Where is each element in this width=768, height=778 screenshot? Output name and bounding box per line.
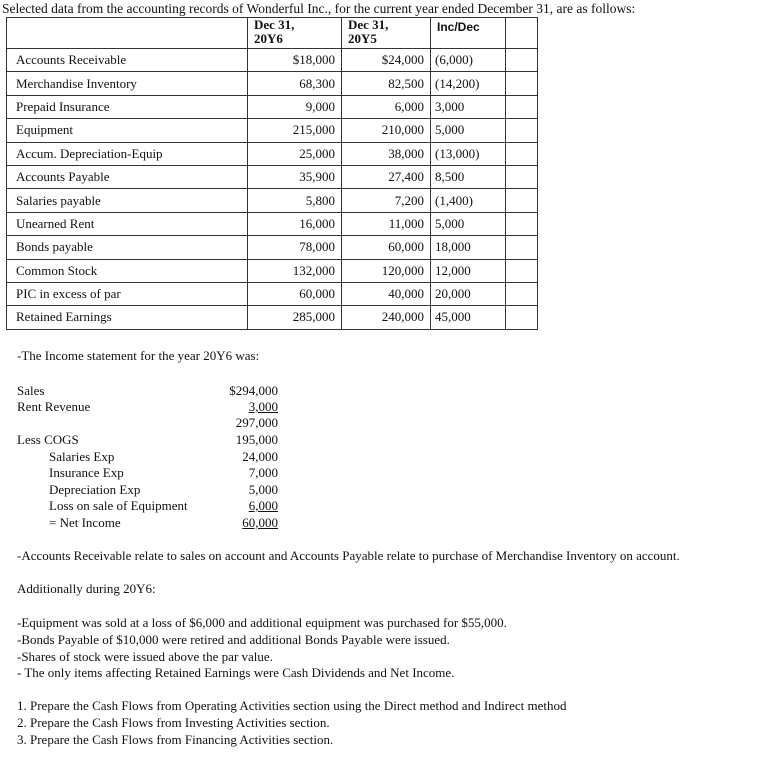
ar-ap-note: -Accounts Receivable relate to sales on account and Accounts Payable relate to purchase of Merchandise Inventory on account.: [17, 548, 680, 563]
blank-cell: [506, 72, 538, 95]
account-cell: Merchandise Inventory: [7, 72, 248, 95]
y5-cell: 210,000: [342, 119, 431, 142]
change-cell: 18,000: [431, 236, 506, 259]
change-cell: (14,200): [431, 72, 506, 95]
net-income-label: = Net Income: [49, 515, 121, 530]
insurance-exp-value: 7,000: [248, 465, 278, 480]
table-row: [7, 95, 538, 118]
y5-cell: 11,000: [342, 212, 431, 235]
table-row: [7, 212, 538, 235]
rent-revenue-label: Rent Revenue: [17, 399, 91, 414]
table-row: [7, 72, 538, 95]
table-header-row: [7, 18, 538, 49]
income-statement-heading: -The Income statement for the year 20Y6 was:: [17, 348, 260, 363]
y6-cell: 9,000: [248, 95, 342, 118]
y6-cell: 285,000: [248, 306, 342, 329]
y6-cell: 25,000: [248, 142, 342, 165]
note-equipment: -Equipment was sold at a loss of $6,000 and additional equipment was purchased for $55,000.: [17, 615, 507, 630]
change-cell: 5,000: [431, 212, 506, 235]
table-row: [7, 165, 538, 188]
account-cell: Bonds payable: [7, 236, 248, 259]
total-revenue-value: 297,000: [235, 415, 278, 430]
y6-cell: 16,000: [248, 212, 342, 235]
account-cell: Salaries payable: [7, 189, 248, 212]
blank-cell: [506, 95, 538, 118]
loss-on-sale-value: 6,000: [248, 498, 278, 513]
additionally-heading: Additionally during 20Y6:: [17, 581, 156, 596]
table-row: [7, 236, 538, 259]
intro-text: Selected data from the accounting records of Wonderful Inc., for the current year ended December 31, are as follows:: [2, 1, 636, 16]
salaries-exp-value: 24,000: [242, 449, 278, 464]
y5-cell: 240,000: [342, 306, 431, 329]
table-row: [7, 306, 538, 329]
y5-cell: 60,000: [342, 236, 431, 259]
account-cell: Accounts Payable: [7, 165, 248, 188]
blank-cell: [506, 165, 538, 188]
blank-cell: [506, 306, 538, 329]
task-investing: 2. Prepare the Cash Flows from Investing Activities section.: [17, 715, 330, 730]
change-cell: 3,000: [431, 95, 506, 118]
cogs-value: 195,000: [235, 432, 278, 447]
change-cell: 12,000: [431, 259, 506, 282]
y5-cell: 120,000: [342, 259, 431, 282]
header-account: [7, 18, 248, 49]
depreciation-exp-value: 5,000: [248, 482, 278, 497]
y6-cell: 132,000: [248, 259, 342, 282]
y6-cell: 60,000: [248, 282, 342, 305]
account-cell: Unearned Rent: [7, 212, 248, 235]
table-row: [7, 142, 538, 165]
y6-cell: 68,300: [248, 72, 342, 95]
account-cell: PIC in excess of par: [7, 282, 248, 305]
blank-cell: [506, 259, 538, 282]
header-blank: [506, 18, 538, 49]
y6-cell: 35,900: [248, 165, 342, 188]
account-cell: Retained Earnings: [7, 306, 248, 329]
y5-cell: 6,000: [342, 95, 431, 118]
account-cell: Accounts Receivable: [7, 49, 248, 72]
blank-cell: [506, 212, 538, 235]
table-row: [7, 49, 538, 72]
y5-cell: 7,200: [342, 189, 431, 212]
insurance-exp-label: Insurance Exp: [49, 465, 124, 480]
change-cell: (6,000): [431, 49, 506, 72]
task-financing: 3. Prepare the Cash Flows from Financing Activities section.: [17, 732, 334, 747]
net-income-value: 60,000: [242, 515, 278, 530]
change-cell: 8,500: [431, 165, 506, 188]
blank-cell: [506, 142, 538, 165]
blank-cell: [506, 236, 538, 259]
y6-cell: 215,000: [248, 119, 342, 142]
change-cell: 20,000: [431, 282, 506, 305]
cogs-label: Less COGS: [17, 432, 79, 447]
balance-comparison-table: [6, 17, 538, 330]
rent-revenue-value: 3,000: [248, 399, 278, 414]
depreciation-exp-label: Depreciation Exp: [49, 482, 141, 497]
table-row: [7, 282, 538, 305]
change-cell: (1,400): [431, 189, 506, 212]
table-row: [7, 189, 538, 212]
sales-value: $294,000: [229, 383, 278, 398]
y6-cell: 78,000: [248, 236, 342, 259]
y6-cell: 5,800: [248, 189, 342, 212]
blank-cell: [506, 282, 538, 305]
header-20y5: Dec 31, 20Y5: [342, 18, 431, 49]
blank-cell: [506, 49, 538, 72]
change-cell: 45,000: [431, 306, 506, 329]
note-bonds: -Bonds Payable of $10,000 were retired and additional Bonds Payable were issued.: [17, 632, 450, 647]
table-row: [7, 259, 538, 282]
y5-cell: $24,000: [342, 49, 431, 72]
blank-cell: [506, 119, 538, 142]
y5-cell: 40,000: [342, 282, 431, 305]
change-cell: 5,000: [431, 119, 506, 142]
sales-label: Sales: [17, 383, 45, 398]
change-cell: (13,000): [431, 142, 506, 165]
table-row: [7, 119, 538, 142]
blank-cell: [506, 189, 538, 212]
y5-cell: 27,400: [342, 165, 431, 188]
y5-cell: 38,000: [342, 142, 431, 165]
account-cell: Common Stock: [7, 259, 248, 282]
task-operating: 1. Prepare the Cash Flows from Operating Activities section using the Direct method and Indirect method: [17, 698, 567, 713]
y6-cell: $18,000: [248, 49, 342, 72]
account-cell: Prepaid Insurance: [7, 95, 248, 118]
salaries-exp-label: Salaries Exp: [49, 449, 115, 464]
header-inc-dec: Inc/Dec: [431, 18, 506, 49]
account-cell: Accum. Depreciation-Equip: [7, 142, 248, 165]
loss-on-sale-label: Loss on sale of Equipment: [49, 498, 188, 513]
note-retained-earnings: - The only items affecting Retained Earnings were Cash Dividends and Net Income.: [17, 665, 455, 680]
account-cell: Equipment: [7, 119, 248, 142]
y5-cell: 82,500: [342, 72, 431, 95]
note-shares: -Shares of stock were issued above the par value.: [17, 649, 273, 664]
header-20y6: Dec 31, 20Y6: [248, 18, 342, 49]
